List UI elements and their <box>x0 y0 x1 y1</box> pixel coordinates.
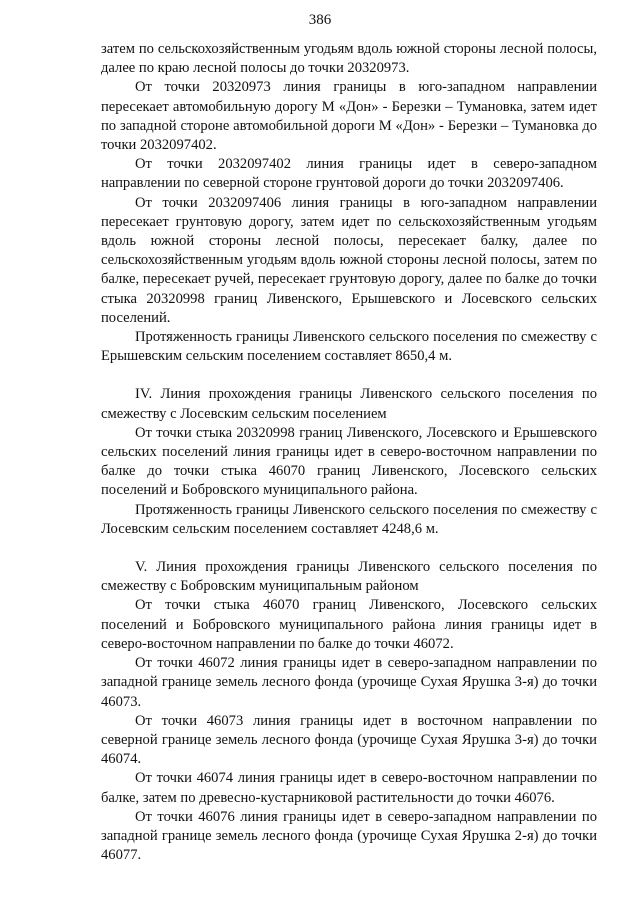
paragraph: От точки стыка 20320998 границ Ливенского, Лосевского и Ерышевского сельских поселений линия границы идет в северо-восточном направлении по балке до точки стыка 46070 границ Ливенского, Лосевского сельских поселений и Бобровского муниципального района. <box>101 424 597 499</box>
paragraph: От точки 2032097406 линия границы в юго-западном направлении пересекает грунтовую дорогу, затем идет по сельскохозяйственным угодьям вдоль южной стороны лесной полосы, пересекает балку, далее по сельскохозяйственным угодьям вдоль южной стороны лесной полосы, затем по балке, пересекает ручей, пересекает грунтовую дорогу, далее по балке до точки стыка 20320998 границ Ливенского, Ерышевского и Лосевского сельских поселений. <box>101 194 597 326</box>
paragraph: Протяженность границы Ливенского сельского поселения по смежеству с Лосевским сельским поселением составляет 4248,6 м. <box>101 501 597 537</box>
paragraph: От точки 46073 линия границы идет в восточном направлении по северной границе земель лесного фонда (урочище Сухая Ярушка 3-я) до точки 46074. <box>101 712 597 768</box>
paragraph: От точки стыка 46070 границ Ливенского, Лосевского сельских поселений и Бобровского муниципального района линия границы идет в северо-восточном направлении по балке до точки 46072. <box>101 597 597 652</box>
paragraph: От точки 46074 линия границы идет в северо-восточном направлении по балке, затем по древесно-кустарниковой растительности до точки 46076. <box>101 770 597 806</box>
section-heading-v: V. Линия прохождения границы Ливенского сельского поселения по смежеству с Бобровским муниципальным районом <box>101 559 597 595</box>
paragraph: От точки 46072 линия границы идет в северо-западном направлении по западной границе земель лесного фонда (урочище Сухая Ярушка 3-я) до точки 46073. <box>101 655 597 710</box>
section-heading-iv: IV. Линия прохождения границы Ливенского сельского поселения по смежеству с Лосевским сельским поселением <box>101 386 597 422</box>
document-body <box>101 40 597 865</box>
paragraph: Протяженность границы Ливенского сельского поселения по смежеству с Ерышевским сельским поселением составляет 8650,4 м. <box>101 329 597 365</box>
paragraph: От точки 20320973 линия границы в юго-западном направлении пересекает автомобильную дорогу М «Дон» - Березки – Тумановка, затем идет по западной стороне автомобильной дороги М «Дон» - Березки – Тумановка до точки 2032097402. <box>101 79 597 154</box>
page-number: 386 <box>308 12 332 28</box>
paragraph: От точки 2032097402 линия границы идет в северо-западном направлении по северной стороне грунтовой дороги до точки 2032097406. <box>101 156 597 192</box>
paragraph: От точки 46076 линия границы идет в северо-западном направлении по западной границе земель лесного фонда (урочище Сухая Ярушка 2-я) до точки 46077. <box>101 808 597 864</box>
paragraph-continuation: затем по сельскохозяйственным угодьям вдоль южной стороны лесной полосы, далее по краю лесной полосы до точки 20320973. <box>101 41 597 77</box>
